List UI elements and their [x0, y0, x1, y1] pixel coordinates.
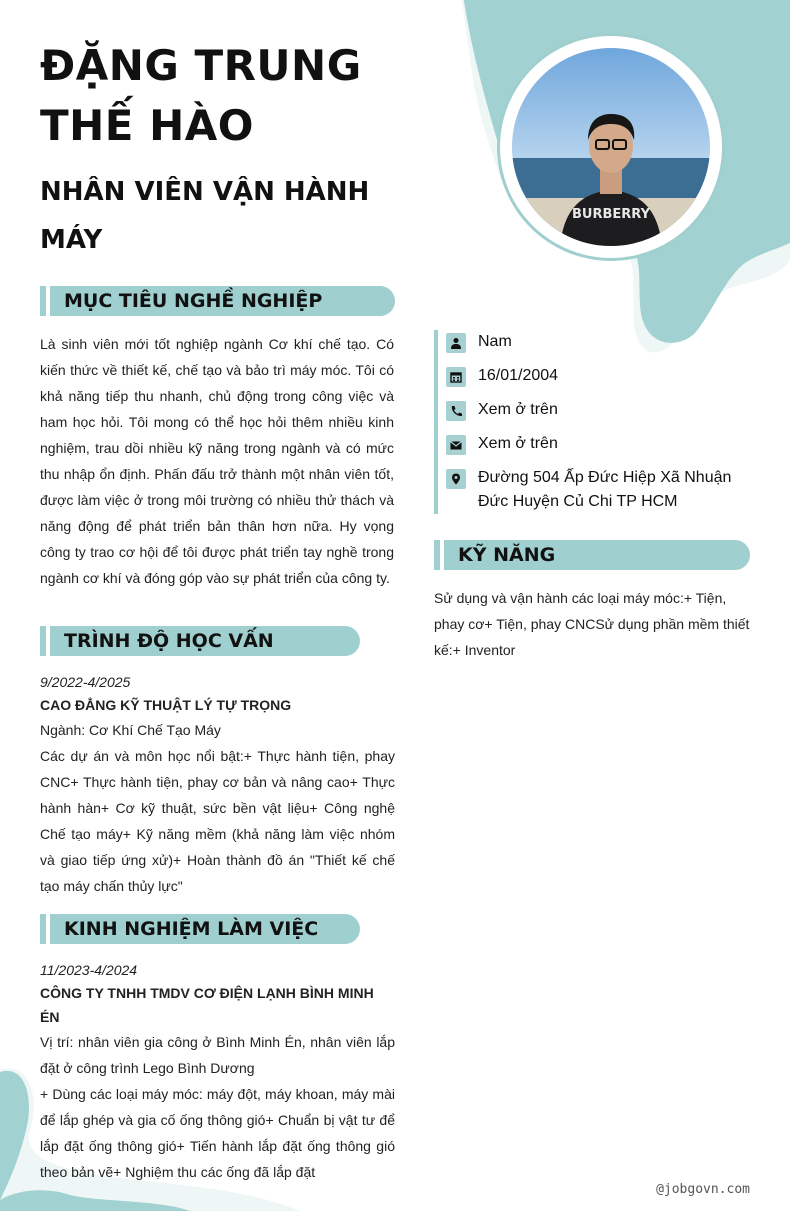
experience-entry	[40, 959, 395, 1185]
contact-gender	[446, 330, 754, 354]
contact-email	[446, 432, 754, 456]
education-heading-label: TRÌNH ĐỘ HỌC VẤN	[64, 630, 274, 652]
job-title-line-1: NHÂN VIÊN VẬN HÀNH	[40, 177, 370, 207]
heading-pill	[444, 540, 750, 570]
skills-text: Sử dụng và vận hành các loại máy móc:+ Tiện, phay cơ+ Tiện, phay CNCSử dụng phần mềm thiết kế:+ Inventor	[434, 590, 750, 658]
experience-heading-label: KINH NGHIỆM LÀM VIỆC	[64, 918, 319, 940]
contact-text: Xem ở trên	[478, 401, 558, 418]
skills-heading-label: KỸ NĂNG	[458, 544, 556, 566]
job-title-line-2: MÁY	[40, 225, 103, 255]
heading-pill	[50, 286, 395, 316]
experience-heading	[40, 914, 360, 944]
education-details: Các dự án và môn học nổi bật:+ Thực hành tiện, phay CNC+ Thực hành tiện, phay cơ bản và nâng cao+ Thực hành hàn+ Cơ kỹ thuật, sức bền vật liệu+ Công nghệ Chế tạo máy+ Kỹ năng mềm (khả năng làm việc nhóm và giao tiếp ứng xử)+ Hoàn thành đồ án "Thiết kế chế tạo máy chấn thủy lực"	[40, 748, 395, 894]
objective-text: Là sinh viên mới tốt nghiệp ngành Cơ khí chế tạo. Có kiến thức về thiết kế, chế tạo và bảo trì máy móc. Tôi có khả năng tiếp thu nhanh, chủ động trong công việc và ham học hỏi. Tôi mong có thể học hỏi thêm nhiều kinh nghiệm, trau dồi nhiều kỹ năng trong ngành và có mức thu nhập ổn định. Phấn đấu trở thành một nhân viên tốt, được làm việc ở trong môi trường có nhiều thử thách và năng động để phát triển bản thân hơn nữa. Hy vọng công ty trao cơ hội để tôi được phát triển tay nghề trong ngành cơ khí và đóng góp vào sự phát triển của công ty.	[40, 336, 394, 586]
contact-text: Đường 504 Ấp Đức Hiệp Xã Nhuận Đức Huyện Củ Chi TP HCM	[478, 469, 732, 510]
avatar-frame	[500, 36, 722, 258]
mail-icon	[446, 435, 466, 455]
heading-pill	[50, 914, 360, 944]
objective-heading	[40, 286, 395, 316]
location-icon	[446, 469, 466, 489]
contact-text: 16/01/2004	[478, 367, 559, 384]
education-major: Ngành: Cơ Khí Chế Tạo Máy	[40, 722, 221, 738]
contact-info	[434, 330, 754, 514]
name-line-1: ĐẶNG TRUNG	[40, 41, 362, 90]
heading-accent-bar	[40, 286, 46, 316]
footer-watermark: @jobgovn.com	[656, 1182, 750, 1197]
company-name: CÔNG TY TNHH TMDV CƠ ĐIỆN LẠNH BÌNH MINH ÉN	[40, 985, 374, 1025]
svg-text:BURBERRY: BURBERRY	[572, 207, 650, 222]
education-period: 9/2022-4/2025	[40, 674, 131, 690]
heading-pill	[50, 626, 360, 656]
contact-text: Xem ở trên	[478, 435, 558, 452]
contact-birthday	[446, 364, 754, 388]
full-name	[40, 36, 420, 156]
education-heading	[40, 626, 360, 656]
avatar-photo	[512, 48, 710, 246]
avatar	[512, 48, 710, 246]
experience-tasks: + Dùng các loại máy móc: máy đột, máy khoan, máy mài để lắp ghép và gia cố ống thông gió+ Chuẩn bị vật tư để lắp đặt ống thông gió+ Tiến hành lắp đặt ống thông gió theo bản vẽ+ Nghiệm thu các ống đã lắp đặt	[40, 1086, 395, 1180]
job-title	[40, 168, 420, 264]
calendar-icon	[446, 367, 466, 387]
experience-position: Vị trí: nhân viên gia công ở Bình Minh Én, nhân viên lắp đặt ở công trình Lego Bình Dương	[40, 1034, 395, 1076]
header	[40, 36, 420, 264]
skills-heading	[434, 540, 750, 570]
contact-phone	[446, 398, 754, 422]
objective-heading-label: MỤC TIÊU NGHỀ NGHIỆP	[64, 290, 323, 312]
heading-accent-bar	[40, 914, 46, 944]
person-icon	[446, 333, 466, 353]
experience-period: 11/2023-4/2024	[40, 962, 138, 978]
heading-accent-bar	[434, 540, 440, 570]
contact-text: Nam	[478, 333, 512, 350]
contact-address	[446, 466, 754, 514]
name-line-2: THẾ HÀO	[40, 101, 254, 150]
education-entry	[40, 671, 395, 899]
heading-accent-bar	[40, 626, 46, 656]
school-name: CAO ĐẲNG KỸ THUẬT LÝ TỰ TRỌNG	[40, 697, 292, 713]
phone-icon	[446, 401, 466, 421]
